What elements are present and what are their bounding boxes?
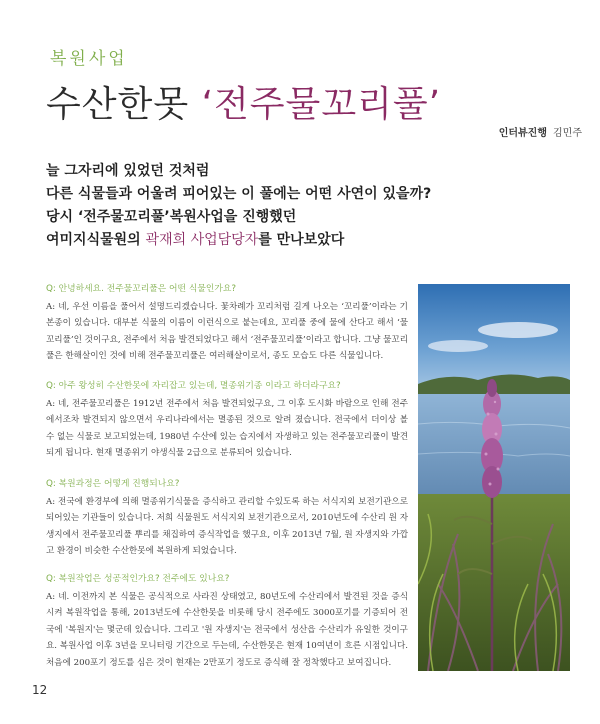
- interviewer-name: 김민주: [553, 128, 582, 139]
- interview-credit: [499, 124, 582, 139]
- page-title: [46, 76, 441, 127]
- qa-block-3: [46, 476, 408, 560]
- question: Q: 안녕하세요. 전주물꼬리풀은 어떤 식물인가요?: [46, 284, 236, 294]
- intro-line-4-post: 를 만나보았다: [258, 232, 345, 248]
- question: Q: 아주 왕성히 수산한못에 자리잡고 있는데, 멸종위기종 이라고 하더라구요?: [46, 381, 341, 391]
- intro-line-2: 다른 식물들과 어울려 피어있는 이 풀에는 어떤 사연이 있을까?: [46, 186, 432, 202]
- qa-block-2: [46, 378, 408, 462]
- intro-line-1: 늘 그자리에 있었던 것처럼: [46, 163, 210, 179]
- interview-label: 인터뷰진행: [498, 128, 548, 139]
- intro-person: 곽재희 사업담당자: [145, 232, 259, 248]
- intro-line-3: 당시 ‘전주물꼬리풀’복원사업을 진행했던: [46, 209, 297, 225]
- intro-line-4: [46, 229, 566, 252]
- answer: A: 네. 이전까지 본 식물은 공식적으로 사라진 상태였고, 80년도에 수산리에서 발견된 것을 증식시켜 복원작업을 통해, 2013년도에 수산한못을 비롯해 당시 전주에도 3000포기를 기증되어 전국에 '복원지'는 몇군데 있습니다. 그리고 '원 자생지'는 전국에서 성산읍 수산리가 유일한 것이구요. 복원사업 이후 3년을 모니터링 기간으로 두는데, 수산한못은 현재 10여년이 흐른 시점입니다. 처음에 200포기 정도를 심은 것이 현재는 2만포기 정도로 증식해 잘 정착했다고 보여집니다.: [46, 591, 408, 668]
- title-main: 수산한못: [46, 84, 202, 125]
- question: Q: 복원과정은 어떻게 진행되나요?: [46, 479, 180, 489]
- answer: A: 네, 전주물꼬리풀은 1912년 전주에서 처음 발견되었구요, 그 이후 도시화 바람으로 인해 전주에서조차 발견되지 않으면서 우리나라에서는 멸종된 것으로 알려 졌습니다. 전국에서 더이상 볼 수 없는 식물로 보고되었는데, 1980년 수산에 있는 습지에서 자생하고 있는 전주물꼬리풀이 발견되게 됩니다. 현재 멸종위기 야생식물 2급으로 분류되어 있습니다.: [46, 398, 408, 458]
- answer: A: 네, 우선 이름을 풀어서 설명드리겠습니다. 꽃차례가 꼬리처럼 길게 나오는 ‘꼬리풀’이라는 기본종이 있습니다. 대부분 식물의 이름이 이런식으로 붙는데요, 꼬리풀 중에 물에 산다고 해서 ‘물꼬리풀’인 것이구요, 전주에서 처음 발견되었다고 해서 ‘전주물꼬리풀’이라고 합니다. 그냥 물꼬리풀은 한해살이인 것에 비해 전주물꼬리풀은 여러해살이로서, 종도 모습도 다른 식물입니다.: [46, 301, 409, 361]
- answer: A: 전국에 환경부에 의해 멸종위기식물을 증식하고 관리할 수있도록 하는 서식지외 보전기관으로 되어있는 기관들이 있습니다. 저희 식물원도 서식지외 보전기관으로서, 2010년도에 수산리 원 자생지에서 전주물꼬리풀 뿌리를 채집하여 증식작업을 했구요, 이후 2013년 7월, 원 자생지와 가깝고 환경이 비슷한 수산한못에 복원하게 되었습니다.: [46, 496, 408, 556]
- flower-photo: [418, 284, 570, 671]
- page-number: 12: [32, 683, 48, 697]
- qa-block-4: [46, 571, 408, 671]
- intro-text: [46, 160, 566, 252]
- intro-line-4-pre: 여미지식물원의: [46, 232, 146, 248]
- title-accent: ‘전주물꼬리풀’: [201, 84, 442, 125]
- purple-flower-spike-photo: [418, 284, 570, 671]
- question: Q: 복원작업은 성공적인가요? 전주에도 있나요?: [46, 574, 230, 584]
- section-label: 복원사업: [50, 49, 128, 69]
- qa-block-1: [46, 281, 408, 365]
